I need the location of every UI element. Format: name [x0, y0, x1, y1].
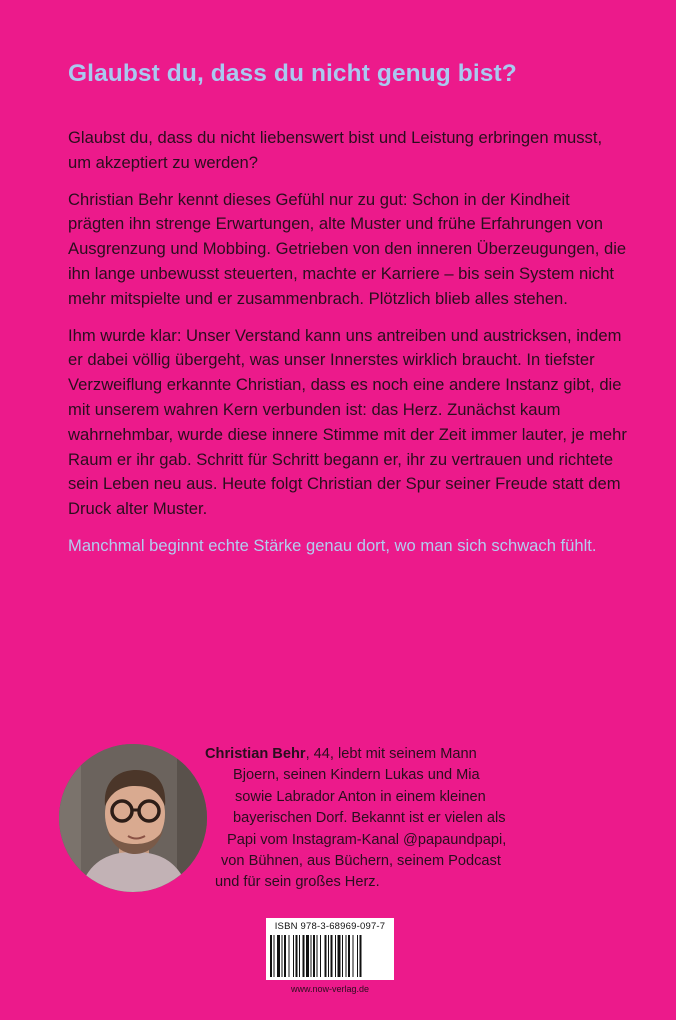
- author-bio-line: Christian Behr, 44, lebt mit seinem Mann: [205, 746, 477, 762]
- author-bio-line: und für sein großes Herz.: [215, 874, 380, 891]
- author-photo: [59, 744, 207, 892]
- author-bio: [205, 744, 545, 894]
- barcode-bars: [270, 935, 390, 977]
- paragraph: Glaubst du, dass du nicht liebenswert bist und Leistung erbringen musst, um akzeptiert zu werden?: [68, 128, 603, 172]
- author-bio-line: von Bühnen, aus Büchern, seinem Podcast: [221, 853, 501, 870]
- headline: Glaubst du, dass du nicht genug bist?: [68, 60, 517, 87]
- closing-line: Manchmal beginnt echte Stärke genau dort, wo man sich schwach fühlt.: [68, 535, 597, 555]
- author-bio-line: sowie Labrador Anton in einem kleinen: [235, 788, 486, 805]
- paragraph: Christian Behr kennt dieses Gefühl nur zu gut: Schon in der Kindheit prägten ihn strenge Erwartungen, alte Muster und frühe Erfahrungen von Ausgrenzung und Mobbing. Getrieben von den inneren Überzeugungen, die ihn lange unbewusst steuerten, machte er Karriere – bis sein System nicht mehr mitspielte und er zusammenbrach. Plötzlich blieb alles stehen.: [68, 189, 627, 308]
- blurb: [68, 126, 628, 571]
- author-name: Christian Behr: [205, 746, 306, 762]
- author-bio-line: Bjoern, seinen Kindern Lukas und Mia: [233, 767, 480, 784]
- paragraph: Ihm wurde klar: Unser Verstand kann uns antreiben und austricksen, indem er dabei völlig übergeht, was unser Innerstes wirklich braucht. In tiefster Verzweiflung erkannte Christian, dass es noch eine andere Instanz gibt, die mit unserem wahren Kern verbunden ist: das Herz. Zunächst kaum wahrnehmbar, wurde diese innere Stimme mit der Zeit immer lauter, je mehr Raum er ihr gab. Schritt für Schritt begann er, ihr zu vertrauen und richtete sein Leben neu aus. Heute folgt Christian der Spur seiner Freude statt dem Druck alter Muster.: [68, 325, 627, 519]
- author-bio-line: bayerischen Dorf. Bekannt ist er vielen als: [233, 810, 506, 827]
- isbn-number: ISBN 978-3-68969-097-7: [274, 921, 386, 932]
- website-url: www.now-verlag.de: [290, 984, 370, 994]
- author-bio-line: Papi vom Instagram-Kanal @papaundpapi,: [227, 831, 507, 848]
- barcode: [266, 918, 394, 980]
